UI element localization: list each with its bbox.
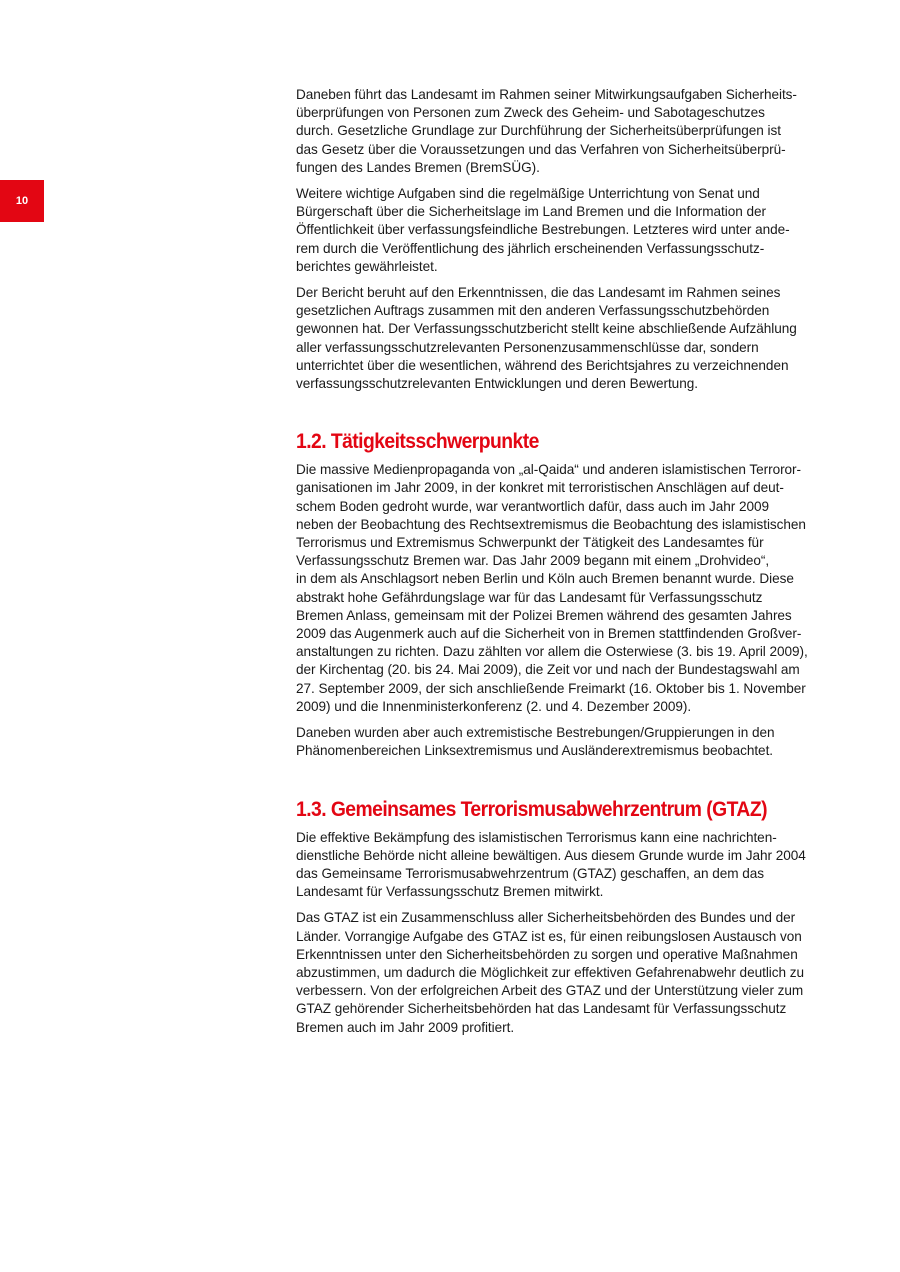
section-1-2-paragraph-1	[296, 461, 844, 716]
text-line: Daneben führt das Landesamt im Rahmen seiner Mitwirkungsaufgaben Sicherheits-	[296, 87, 797, 102]
text-line: 2009 das Augenmerk auch auf die Sicherheit von in Bremen stattfindenden Großver-	[296, 626, 802, 642]
text-line: abstrakt hohe Gefährdungslage war für das Landesamt für Verfassungsschutz	[296, 589, 763, 605]
text-line: überprüfungen von Personen zum Zweck des Geheim- und Sabotageschutzes	[296, 105, 765, 121]
text-line: Verfassungsschutz Bremen war. Das Jahr 2009 begann mit einem „Drohvideo“,	[296, 553, 770, 569]
text-line: fungen des Landes Bremen (BremSÜG).	[296, 159, 540, 175]
text-line: verfassungsschutzrelevanten Entwicklungen und deren Bewertung.	[296, 376, 698, 392]
text-line: Die effektive Bekämpfung des islamistischen Terrorismus kann eine nachrichten-	[296, 829, 777, 845]
page-number-tab	[0, 180, 44, 222]
text-line: anstaltungen zu richten. Dazu zählten vor allem die Osterwiese (3. bis 19. April 2009),	[296, 644, 808, 660]
text-line: ganisationen im Jahr 2009, in der konkret mit terroristischen Anschlägen auf deut-	[296, 480, 784, 496]
text-line: Bremen auch im Jahr 2009 profitiert.	[296, 1019, 515, 1035]
text-line: rem durch die Veröffentlichung des jährlich erscheinenden Verfassungsschutz-	[296, 240, 765, 256]
text-line: durch. Gesetzliche Grundlage zur Durchführung der Sicherheitsüberprüfungen ist	[296, 123, 781, 139]
text-line: der Kirchentag (20. bis 24. Mai 2009), die Zeit vor und nach der Bundestagswahl am	[296, 662, 800, 678]
section-1-3-paragraph-1	[296, 829, 844, 902]
text-line: Öffentlichkeit über verfassungsfeindliche Bestrebungen. Letzteres wird unter ande-	[296, 222, 790, 238]
document-body	[296, 86, 844, 1045]
section-heading-gtaz: 1.3. Gemeinsames Terrorismusabwehrzentrum (GTAZ)	[296, 797, 767, 821]
text-line: Weitere wichtige Aufgaben sind die regelmäßige Unterrichtung von Senat und	[296, 186, 760, 202]
intro-paragraph-tasks	[296, 185, 844, 276]
text-line: berichtes gewährleistet.	[296, 258, 438, 274]
text-line: Länder. Vorrangige Aufgabe des GTAZ ist es, für einen reibungslosen Austausch von	[296, 928, 802, 944]
section-1-2-paragraph-2	[296, 724, 844, 760]
text-line: Die massive Medienpropaganda von „al-Qaida“ und anderen islamistischen Terroror-	[296, 462, 802, 478]
intro-paragraph-security-checks	[296, 86, 844, 177]
text-line: neben der Beobachtung des Rechtsextremismus die Beobachtung des islamistischen	[296, 516, 806, 532]
section-1-3-paragraph-2	[296, 909, 844, 1036]
text-line: das Gesetz über die Voraussetzungen und das Verfahren von Sicherheitsüberprü-	[296, 141, 786, 157]
text-line: 2009) und die Innenministerkonferenz (2. und 4. Dezember 2009).	[296, 698, 692, 714]
page-number: 10	[15, 195, 29, 207]
text-line: unterrichtet über die wesentlichen, während des Berichtsjahres zu verzeichnenden	[296, 357, 789, 373]
section-heading-taetigkeitsschwerpunkte: 1.2. Tätigkeitsschwerpunkte	[296, 430, 539, 454]
text-line: abzustimmen, um dadurch die Möglichkeit zur effektiven Gefahrenabwehr deutlich zu	[296, 964, 804, 980]
intro-paragraph-report	[296, 284, 844, 393]
text-line: verbessern. Von der erfolgreichen Arbeit des GTAZ und der Unterstützung vieler zum	[296, 983, 804, 999]
text-line: gesetzlichen Auftrags zusammen mit den anderen Verfassungsschutzbehörden	[296, 303, 770, 319]
text-line: Terrorismus und Extremismus Schwerpunkt der Tätigkeit des Landesamtes für	[296, 535, 764, 551]
text-line: Daneben wurden aber auch extremistische Bestrebungen/Gruppierungen in den	[296, 725, 775, 741]
text-line: Landesamt für Verfassungsschutz Bremen mitwirkt.	[296, 884, 604, 900]
text-line: GTAZ gehörender Sicherheitsbehörden hat das Landesamt für Verfassungsschutz	[296, 1001, 787, 1017]
text-line: schem Boden gedroht wurde, war verantwortlich dafür, dass auch im Jahr 2009	[296, 498, 770, 514]
text-line: Der Bericht beruht auf den Erkenntnissen, die das Landesamt im Rahmen seines	[296, 285, 781, 301]
text-line: das Gemeinsame Terrorismusabwehrzentrum (GTAZ) geschaffen, an dem das	[296, 865, 764, 881]
text-line: Erkenntnissen unter den Sicherheitsbehörden zu sorgen und operative Maßnahmen	[296, 946, 798, 962]
text-line: Bremen Anlass, gemeinsam mit der Polizei Bremen während des gesamten Jahres	[296, 607, 792, 623]
text-line: Bürgerschaft über die Sicherheitslage im Land Bremen und die Information der	[296, 204, 766, 220]
text-line: dienstliche Behörde nicht alleine bewältigen. Aus diesem Grunde wurde im Jahr 2004	[296, 847, 806, 863]
text-line: Phänomenbereichen Linksextremismus und Ausländerextremismus beobachtet.	[296, 743, 774, 759]
text-line: in dem als Anschlagsort neben Berlin und Köln auch Bremen benannt wurde. Diese	[296, 571, 794, 587]
text-line: gewonnen hat. Der Verfassungsschutzbericht stellt keine abschließende Aufzählung	[296, 321, 797, 337]
text-line: 27. September 2009, der sich anschließende Freimarkt (16. Oktober bis 1. November	[296, 680, 806, 696]
text-line: aller verfassungsschutzrelevanten Personenzusammenschlüsse dar, sondern	[296, 339, 759, 355]
text-line: Das GTAZ ist ein Zusammenschluss aller Sicherheitsbehörden des Bundes und der	[296, 910, 796, 926]
